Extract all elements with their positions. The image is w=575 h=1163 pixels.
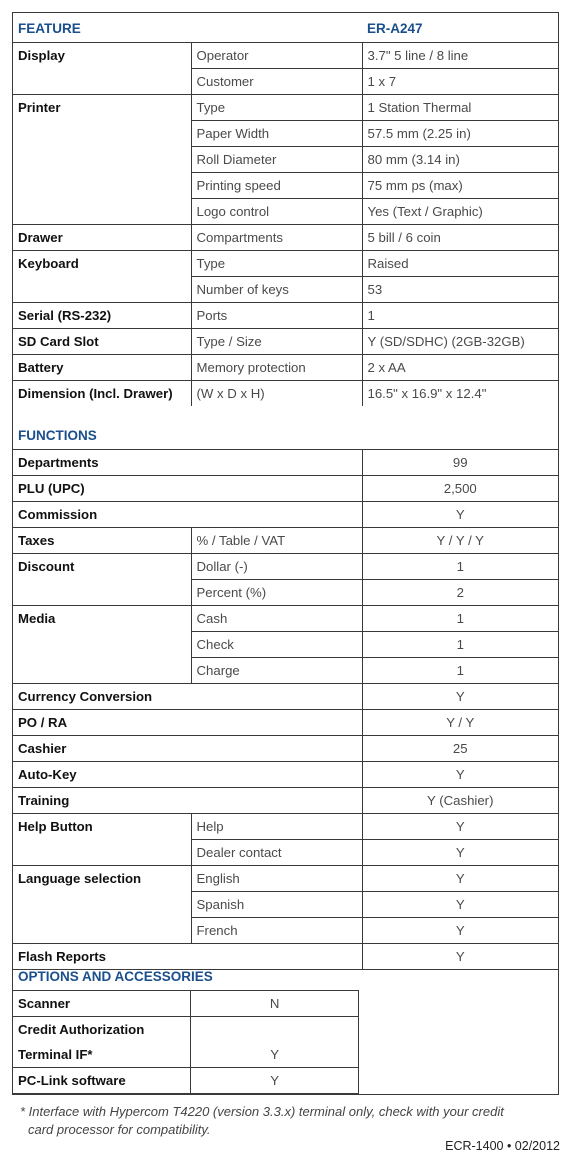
function-subitem: Help [191, 813, 362, 839]
feature-subitem: Type / Size [191, 328, 362, 354]
options-header-row [13, 964, 359, 990]
feature-subitem: Memory protection [191, 354, 362, 380]
function-value: 25 [362, 735, 558, 761]
feature-row [13, 354, 558, 380]
option-row [13, 1016, 359, 1042]
function-subitem: French [191, 917, 362, 943]
function-name: Cashier [13, 735, 362, 761]
feature-name: Serial (RS-232) [13, 302, 191, 328]
feature-value: 1 [362, 302, 558, 328]
feature-header-row [13, 16, 558, 42]
function-row [13, 761, 558, 787]
option-value: Y [191, 1042, 359, 1068]
option-name: Scanner [13, 990, 191, 1016]
feature-subitem: Operator [191, 42, 362, 68]
feature-value: 1 Station Thermal [362, 94, 558, 120]
function-subitem: Charge [191, 657, 362, 683]
feature-subitem: Logo control [191, 198, 362, 224]
feature-subitem: Customer [191, 68, 362, 94]
function-value: 2,500 [362, 475, 558, 501]
function-row [13, 605, 558, 631]
option-row [13, 990, 359, 1016]
feature-value: Raised [362, 250, 558, 276]
function-value: Y / Y / Y [362, 527, 558, 553]
feature-value: 5 bill / 6 coin [362, 224, 558, 250]
option-name: Terminal IF* [13, 1042, 191, 1068]
feature-value: 57.5 mm (2.25 in) [362, 120, 558, 146]
function-name: PO / RA [13, 709, 362, 735]
function-name: Training [13, 787, 362, 813]
footnote-line-2: card processor for compatibility. [28, 1122, 211, 1137]
model-header: ER-A247 [367, 21, 423, 36]
option-value [191, 1016, 359, 1042]
feature-value: 2 x AA [362, 354, 558, 380]
feature-subitem: Printing speed [191, 172, 362, 198]
function-subitem: Dealer contact [191, 839, 362, 865]
feature-row [13, 380, 558, 406]
feature-subitem: Type [191, 94, 362, 120]
feature-name: Display [13, 42, 191, 94]
feature-subitem: Type [191, 250, 362, 276]
feature-row [13, 224, 558, 250]
spec-sheet [12, 12, 559, 1095]
function-value: Y [362, 891, 558, 917]
feature-name: Printer [13, 94, 191, 224]
feature-name: SD Card Slot [13, 328, 191, 354]
function-value: 1 [362, 553, 558, 579]
function-subitem: Cash [191, 605, 362, 631]
function-value: Y [362, 839, 558, 865]
function-name: PLU (UPC) [13, 475, 362, 501]
functions-header-row [13, 423, 558, 449]
feature-row [13, 328, 558, 354]
function-name: Auto-Key [13, 761, 362, 787]
feature-name: Battery [13, 354, 191, 380]
feature-value: Y (SD/SDHC) (2GB-32GB) [362, 328, 558, 354]
options-table [13, 964, 359, 1094]
feature-name: Keyboard [13, 250, 191, 302]
function-row [13, 501, 558, 527]
function-value: 1 [362, 605, 558, 631]
option-row [13, 1042, 359, 1068]
function-row [13, 865, 558, 891]
feature-value: 1 x 7 [362, 68, 558, 94]
function-subitem: Dollar (-) [191, 553, 362, 579]
feature-value: 3.7" 5 line / 8 line [362, 42, 558, 68]
function-value: Y [362, 761, 558, 787]
feature-subitem: Number of keys [191, 276, 362, 302]
function-subitem: Spanish [191, 891, 362, 917]
option-row [13, 1068, 359, 1094]
function-value: Y [362, 943, 558, 969]
feature-subitem: Paper Width [191, 120, 362, 146]
feature-value: 75 mm ps (max) [362, 172, 558, 198]
function-value: Y [362, 917, 558, 943]
feature-name: Dimension (Incl. Drawer) [13, 380, 191, 406]
feature-table [13, 16, 558, 406]
function-row [13, 813, 558, 839]
feature-row [13, 250, 558, 276]
function-subitem: Percent (%) [191, 579, 362, 605]
option-name: PC-Link software [13, 1068, 191, 1094]
footnote [20, 1103, 550, 1139]
function-value: 2 [362, 579, 558, 605]
option-value: N [191, 990, 359, 1016]
function-name: Flash Reports [13, 943, 362, 969]
option-name: Credit Authorization [13, 1016, 191, 1042]
function-value: 99 [362, 449, 558, 475]
function-name: Media [13, 605, 191, 683]
function-name: Language selection [13, 865, 191, 943]
function-value: Y (Cashier) [362, 787, 558, 813]
function-name: Currency Conversion [13, 683, 362, 709]
function-row [13, 527, 558, 553]
function-value: Y [362, 865, 558, 891]
function-row [13, 449, 558, 475]
feature-value: 16.5" x 16.9" x 12.4" [362, 380, 558, 406]
function-row [13, 735, 558, 761]
functions-header: FUNCTIONS [18, 428, 97, 443]
function-name: Discount [13, 553, 191, 605]
function-subitem: English [191, 865, 362, 891]
function-row [13, 683, 558, 709]
feature-subitem: Ports [191, 302, 362, 328]
feature-subitem: Compartments [191, 224, 362, 250]
function-name: Taxes [13, 527, 191, 553]
feature-subitem: Roll Diameter [191, 146, 362, 172]
function-row [13, 787, 558, 813]
feature-row [13, 302, 558, 328]
function-value: Y [362, 813, 558, 839]
function-name: Departments [13, 449, 362, 475]
feature-value: 53 [362, 276, 558, 302]
function-value: Y [362, 501, 558, 527]
feature-header-label: FEATURE [18, 21, 81, 36]
function-subitem: % / Table / VAT [191, 527, 362, 553]
feature-row [13, 94, 558, 120]
function-name: Help Button [13, 813, 191, 865]
function-subitem: Check [191, 631, 362, 657]
function-name: Commission [13, 501, 362, 527]
feature-value: Yes (Text / Graphic) [362, 198, 558, 224]
option-value: Y [191, 1068, 359, 1094]
function-value: Y [362, 683, 558, 709]
function-value: 1 [362, 657, 558, 683]
options-header: OPTIONS AND ACCESSORIES [18, 969, 213, 984]
function-row [13, 709, 558, 735]
feature-value: 80 mm (3.14 in) [362, 146, 558, 172]
feature-row [13, 42, 558, 68]
functions-table [13, 423, 558, 970]
function-value: Y / Y [362, 709, 558, 735]
feature-subitem: (W x D x H) [191, 380, 362, 406]
function-row [13, 553, 558, 579]
function-value: 1 [362, 631, 558, 657]
footnote-line-1: * Interface with Hypercom T4220 (version 3.3.x) terminal only, check with your credit [20, 1104, 504, 1119]
function-row [13, 475, 558, 501]
feature-name: Drawer [13, 224, 191, 250]
document-id: ECR-1400 • 02/2012 [445, 1139, 560, 1153]
